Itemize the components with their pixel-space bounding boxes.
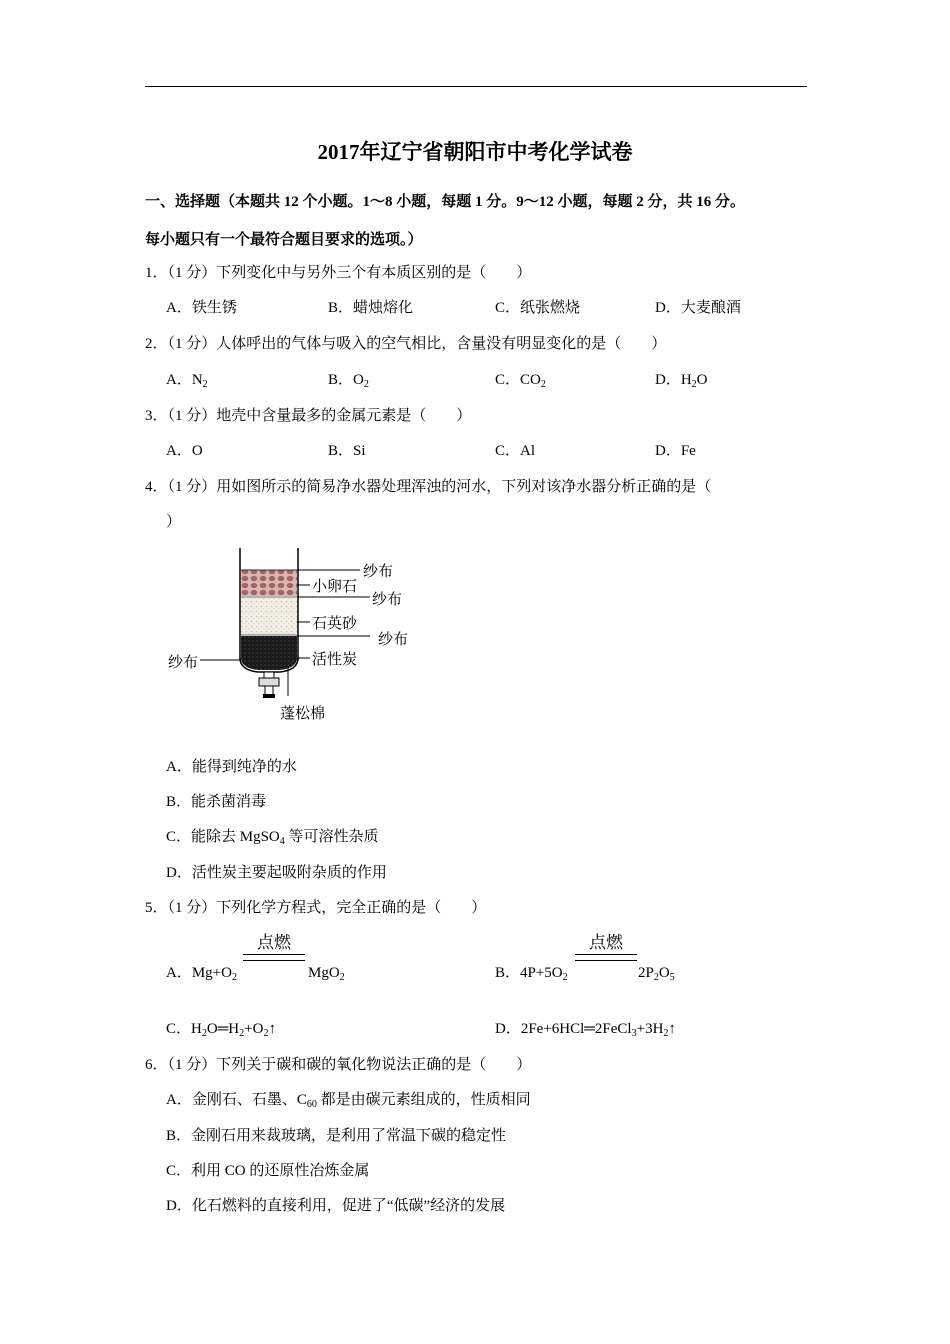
q4-option-a: A．能得到纯净的水 [166,759,297,775]
label-gauze-3: 纱布 [378,630,409,648]
water-purifier-figure [160,540,420,725]
outlet-neck [264,672,274,678]
q2-option-c: C．$CO_2$ [495,372,546,390]
q6-option-a: A．金刚石、石墨、$C_{60}$ 都是由碳元素组成的，性质相同 [166,1092,531,1110]
q5-option-c: C．$H_2O═H_2+O_2↑$ [166,1021,276,1039]
q2-stem: 2．（1 分）人体呼出的气体与吸入的空气相比，含量没有明显变化的是（ ） [145,336,667,352]
label-gauze-2: 纱布 [372,590,403,608]
q4-stem-line1: 4．（1 分）用如图所示的简易净水器处理浑浊的河水，下列对该净水器分析正确的是（ [145,479,712,495]
header-rule [145,86,807,87]
outlet-tip [263,694,275,698]
q4-option-c: C．能除去 MgSO$_4$ 等可溶性杂质 [166,829,379,847]
q6-option-c: C．利用 CO 的还原性冶炼金属 [166,1163,370,1179]
q6-option-d: D．化石燃料的直接利用，促进了“低碳”经济的发展 [166,1198,506,1214]
q2-option-b: B．$O_2$ [328,372,369,390]
q3-option-c: C．Al [495,443,536,459]
q5-option-a-reactants: A．$Mg+O_2$ [166,965,237,983]
label-gauze-top: 纱布 [363,562,394,580]
q1-option-c: C．纸张燃烧 [495,300,581,316]
label-quartz-sand: 石英砂 [312,614,358,632]
outlet-valve [259,678,279,686]
q5-option-b-reactants: B．$4P+5O_2$ [495,965,568,983]
section-heading-line1: 一、选择题（本题共 12 个小题。1～8 小题，每题 1 分。9～12 小题，每题 2 分，共 16 分。 [145,194,746,210]
q3-stem: 3．（1 分）地壳中含量最多的金属元素是（ ） [145,408,472,424]
q1-option-d: D．大麦酿酒 [655,300,741,316]
q3-option-d: D．Fe [655,443,696,459]
label-gauze-left: 纱布 [168,653,199,671]
q6-stem: 6．（1 分）下列关于碳和碳的氧化物说法正确的是（ ） [145,1057,532,1073]
q5-stem: 5．（1 分）下列化学方程式，完全正确的是（ ） [145,900,487,916]
activated-carbon-layer [241,636,297,670]
q6-option-b: B．金刚石用来裁玻璃，是利用了常温下碳的稳定性 [166,1128,507,1144]
q4-stem-line2: ） [166,514,182,530]
label-cotton: 蓬松棉 [280,704,326,722]
q3-option-b: B．Si [328,443,366,459]
q3-option-a: A．O [166,443,203,459]
section-heading-line2: 每小题只有一个最符合题目要求的选项。） [145,232,423,248]
page-title: 2017年辽宁省朝阳市中考化学试卷 [317,140,633,164]
pebble-layer [241,570,297,596]
q2-option-d: D．$H_2O$ [655,372,708,390]
q4-option-b: B．能杀菌消毒 [166,794,267,810]
label-pebbles: 小卵石 [312,577,358,595]
q1-stem: 1．（1 分）下列变化中与另外三个有本质区别的是（ ） [145,265,532,281]
q5-b-condition: 点燃 [575,928,637,961]
label-activated-carbon: 活性炭 [312,650,358,668]
q5-a-condition: 点燃 [243,928,305,961]
q1-option-a: A．铁生锈 [166,300,237,316]
q4-option-d: D．活性炭主要起吸附杂质的作用 [166,865,387,881]
q5-option-a-product: MgO$_2$ [308,965,345,983]
q2-option-a: A．$N_2$ [166,372,208,390]
q1-option-b: B．蜡烛熔化 [328,300,414,316]
quartz-sand-layer [241,598,297,635]
q5-option-d: D．$2Fe+6HCl═2FeCl_3+3H_2↑$ [495,1021,676,1039]
q5-option-b-product: $2P_2O_5$ [638,965,675,983]
